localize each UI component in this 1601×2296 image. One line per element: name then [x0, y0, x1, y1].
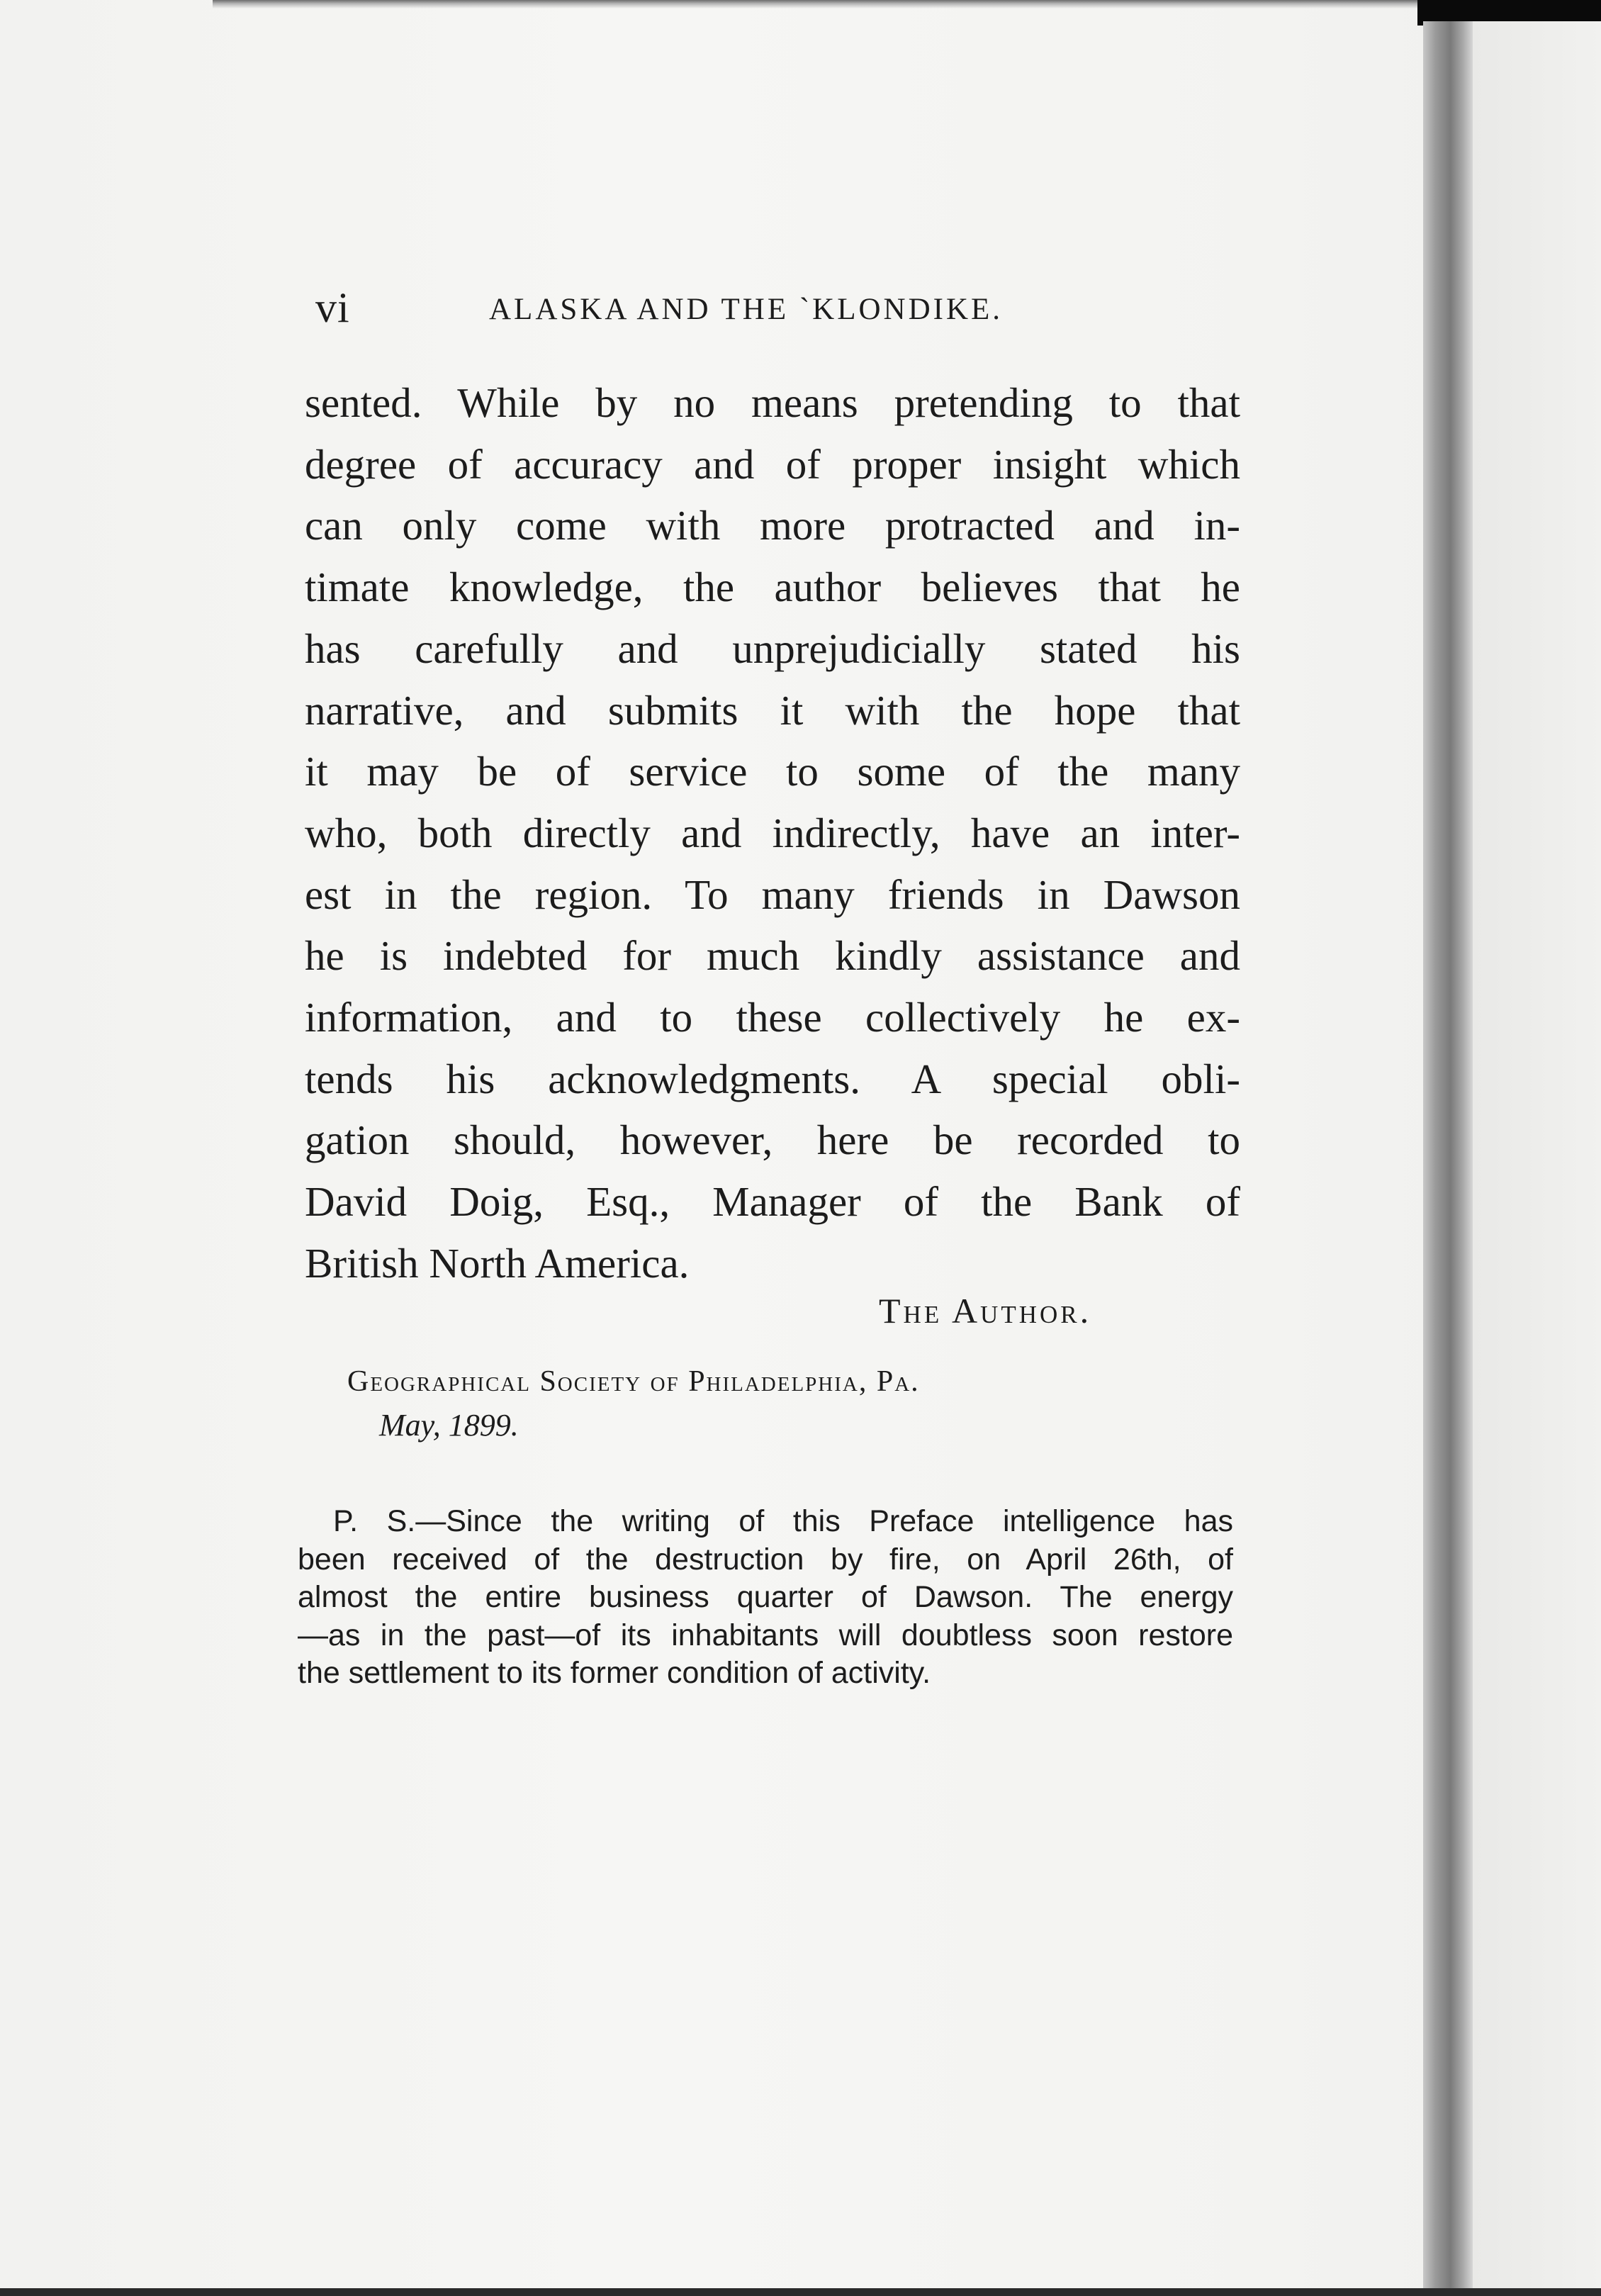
book-spine-shadow	[1423, 21, 1473, 2296]
body-line: timate knowledge, the author believes that he	[305, 564, 1240, 611]
postscript-line: been received of the destruction by fire, on April 26th, of	[298, 1542, 1233, 1577]
body-line: he is indebted for much kindly assistance and	[305, 932, 1240, 980]
body-line: who, both directly and indirectly, have an inter-	[305, 809, 1240, 856]
date: May, 1899.	[379, 1408, 519, 1443]
preface-body	[305, 372, 1240, 1294]
page-top-edge	[213, 0, 1417, 9]
page-bottom-edge	[0, 2288, 1601, 2296]
running-head: ALASKA AND THE `KLONDIKE.	[489, 293, 1004, 326]
body-line: narrative, and submits it with the hope that	[305, 686, 1240, 734]
affiliation: Geographical Society of Philadelphia, Pa.	[347, 1365, 920, 1398]
page-number: vi	[315, 284, 350, 331]
body-line: degree of accuracy and of proper insight which	[305, 440, 1240, 488]
signature: The Author.	[879, 1291, 1092, 1331]
postscript-line: —as in the past—of its inhabitants will doubtless soon restore	[298, 1618, 1233, 1652]
body-line: it may be of service to some of the many	[305, 748, 1240, 795]
book-margin-right	[1473, 21, 1601, 2296]
body-line: information, and to these collectively he ex-	[305, 994, 1240, 1041]
body-line: can only come with more protracted and in-	[305, 502, 1240, 549]
body-line: tends his acknowledgments. A special obli-	[305, 1055, 1240, 1102]
body-line: gation should, however, here be recorded to	[305, 1116, 1240, 1164]
body-line: David Doig, Esq., Manager of the Bank of	[305, 1178, 1240, 1226]
body-line: has carefully and unprejudicially stated his	[305, 625, 1240, 672]
body-line: est in the region. To many friends in Dawson	[305, 870, 1240, 918]
postscript-line: almost the entire business quarter of Dawson. The energy	[298, 1580, 1233, 1614]
body-line: British North America.	[305, 1239, 690, 1287]
postscript-line: P. S.—Since the writing of this Preface intelligence has	[333, 1504, 1233, 1538]
body-line: sented. While by no means pretending to that	[305, 379, 1240, 426]
postscript-line: the settlement to its former condition of activity.	[298, 1656, 931, 1690]
page-header	[315, 284, 1237, 340]
postscript	[298, 1503, 1233, 1693]
